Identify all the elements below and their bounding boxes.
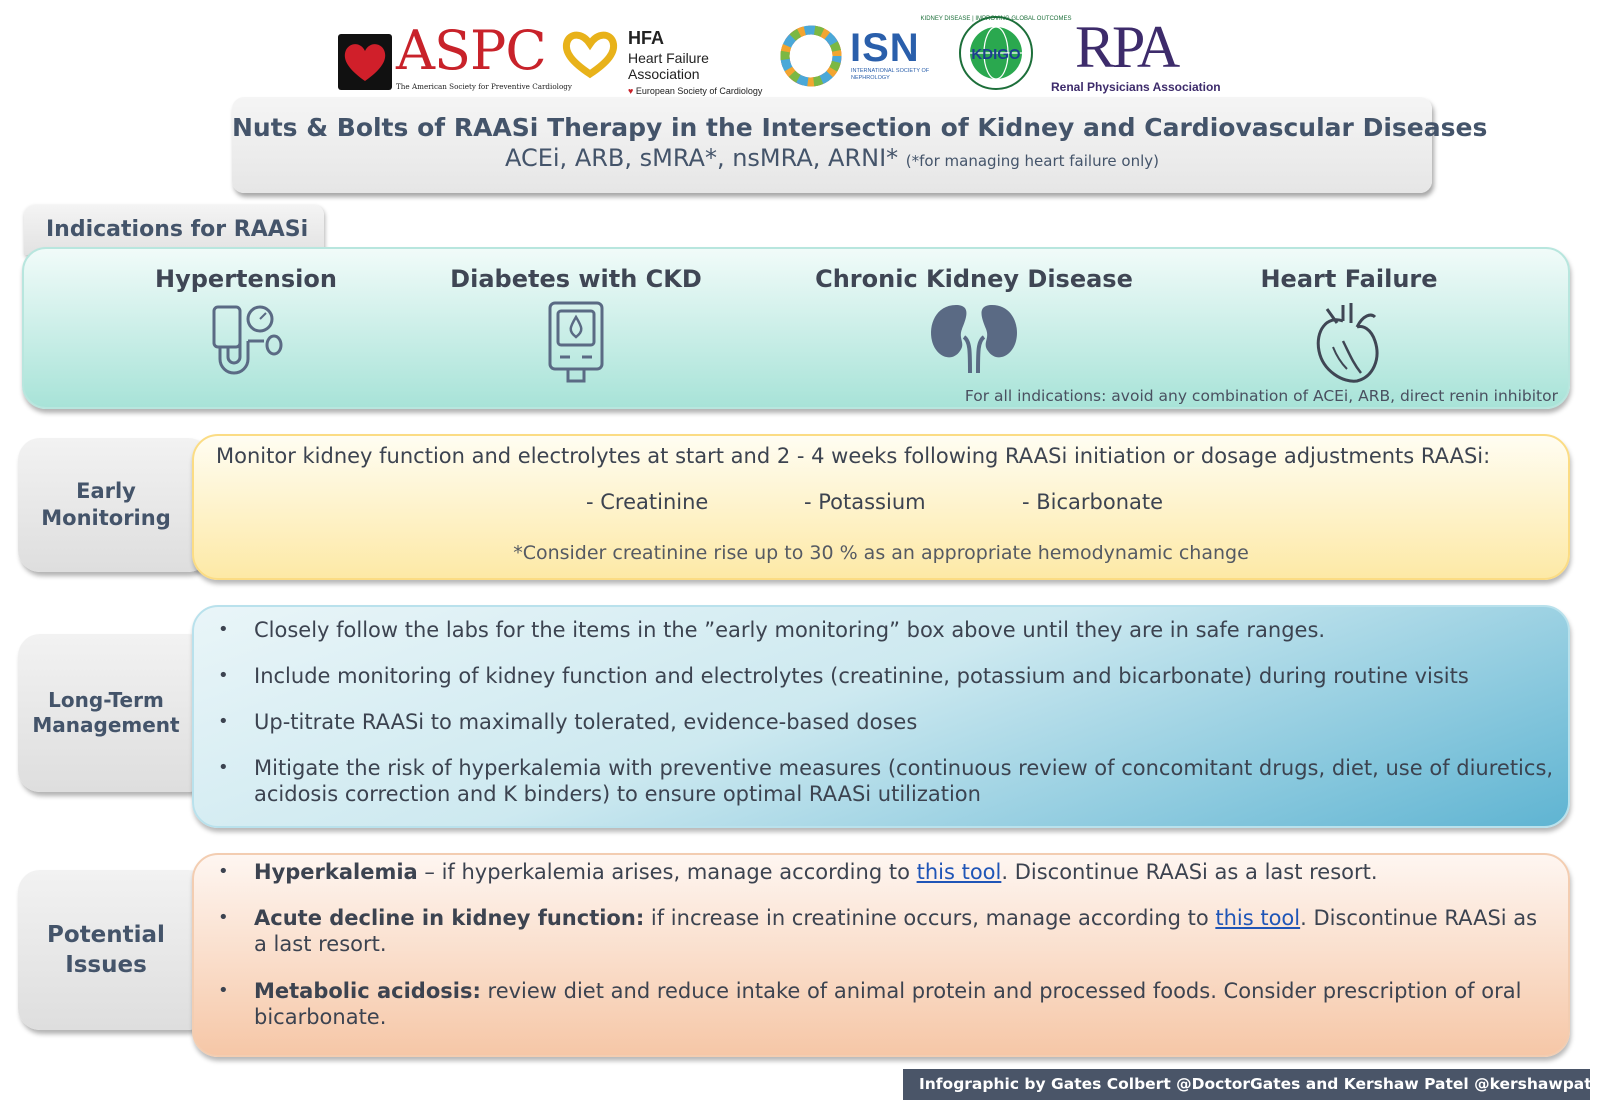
gold-heart-icon — [562, 30, 618, 82]
kidney-tool-link[interactable]: this tool — [1215, 906, 1301, 930]
issue-text: – if hyperkalemia arises, manage according to — [417, 860, 917, 884]
small-heart-icon: ♥ — [628, 86, 634, 96]
credits-footer: Infographic by Gates Colbert @DoctorGates and Kershaw Patel @kershawpatel — [903, 1069, 1590, 1100]
isn-logo: ISN — [850, 26, 920, 70]
logo-bar — [330, 10, 1230, 94]
hfa-line1: Heart Failure — [628, 50, 709, 66]
title-footnote: (*for managing heart failure only) — [905, 152, 1160, 170]
rpa-subtitle: Renal Physicians Association — [1051, 80, 1221, 94]
indication-label: Diabetes with CKD — [450, 265, 702, 293]
long-term-panel — [192, 605, 1570, 828]
issue-kidney-decline — [254, 905, 1554, 957]
issue-title: Metabolic acidosis: — [254, 979, 481, 1003]
kdigo-wordmark: KDIGO — [971, 46, 1021, 63]
label-line: Potential — [47, 922, 165, 948]
issue-title: Acute decline in kidney function: — [254, 906, 645, 930]
indications-panel — [22, 247, 1570, 409]
list-item: • Include monitoring of kidney function and electrolytes (creatinine, potassium and bicarbonate) during routine visits — [254, 663, 1554, 689]
list-item: • Closely follow the labs for the items in the ”early monitoring” box above until they are in safe ranges. — [254, 617, 1554, 643]
title-subtitle — [232, 144, 1432, 172]
glucose-meter-icon — [544, 301, 608, 385]
lab-creatinine: - Creatinine — [586, 490, 709, 514]
anatomical-heart-icon — [1313, 301, 1385, 385]
kidneys-icon — [928, 301, 1020, 373]
hfa-esc-text: European Society of Cardiology — [635, 86, 763, 96]
issue-title: Hyperkalemia — [254, 860, 418, 884]
blood-pressure-cuff-icon — [206, 301, 286, 381]
early-monitoring-panel — [192, 434, 1570, 580]
indications-tab: Indications for RAASi — [24, 205, 324, 255]
indication-label: Hypertension — [155, 265, 337, 293]
label-line: Monitoring — [41, 506, 171, 530]
indication-hypertension — [114, 265, 378, 381]
indication-heart-failure — [1214, 265, 1484, 385]
early-monitoring-intro: Monitor kidney function and electrolytes at start and 2 - 4 weeks following RAASi initiation or dosage adjustments RAASi: — [216, 444, 1491, 468]
label-line: Early — [76, 479, 136, 503]
drug-classes: ACEi, ARB, sMRA*, nsMRA, ARNI* — [504, 144, 899, 172]
early-monitoring-note: *Consider creatinine rise up to 30 % as an appropriate hemodynamic change — [513, 542, 1249, 564]
indications-note: For all indications: avoid any combination of ACEi, ARB, direct renin inhibitor — [964, 387, 1558, 405]
rpa-logo: RPA — [1075, 14, 1178, 80]
indication-label: Heart Failure — [1260, 265, 1438, 293]
kdigo-ring-text: KIDNEY DISEASE | IMPROVING GLOBAL OUTCOMES — [920, 16, 1072, 22]
potential-issues-label — [18, 870, 210, 1030]
early-monitoring-label — [18, 438, 210, 572]
hyperkalemia-tool-link[interactable]: this tool — [916, 860, 1002, 884]
isn-ring-icon — [776, 18, 846, 92]
kdigo-logo — [920, 12, 1072, 98]
issue-text: if increase in creatinine occurs, manage according to — [644, 906, 1216, 930]
indication-diabetes-ckd — [444, 265, 708, 385]
issue-metabolic-acidosis — [254, 978, 1554, 1030]
issue-text: review diet and reduce intake of animal protein and processed foods. Consider prescription of oral bicarbonate. — [254, 979, 1522, 1029]
list-item: • Mitigate the risk of hyperkalemia with preventive measures (continuous review of concomitant drugs, diet, use of diuretics, acidosis correction and K binders) to ensure optimal RAASi utilization — [254, 755, 1554, 807]
issue-hyperkalemia — [254, 859, 1554, 885]
label-line: Long-Term — [48, 688, 164, 712]
label-line: Management — [32, 713, 180, 737]
hfa-line2: Association — [628, 66, 700, 82]
potential-issues-panel — [192, 853, 1570, 1057]
issue-text: . Discontinue RAASi as a last resort. — [254, 906, 1538, 956]
hfa-logo: HFA — [628, 28, 664, 48]
hfa-esc-label — [628, 86, 762, 96]
long-term-label — [18, 634, 210, 792]
label-line: Issues — [65, 952, 147, 978]
page-title: Nuts & Bolts of RAASi Therapy in the Intersection of Kidney and Cardiovascular Diseases — [232, 113, 1488, 142]
aspc-subtitle: The American Society for Preventive Cardiology — [396, 82, 572, 91]
list-item: • Up-titrate RAASi to maximally tolerated, evidence-based doses — [254, 709, 1554, 735]
lab-potassium: - Potassium — [804, 490, 926, 514]
isn-subtitle: INTERNATIONAL SOCIETY OF NEPHROLOGY — [851, 68, 930, 81]
title-card — [232, 97, 1488, 193]
aspc-heart-icon — [338, 34, 392, 90]
lab-bicarbonate: - Bicarbonate — [1022, 490, 1164, 514]
indication-label: Chronic Kidney Disease — [815, 265, 1133, 293]
aspc-logo: ASPC — [396, 19, 546, 82]
indication-ckd — [814, 265, 1134, 373]
issue-text: . Discontinue RAASi as a last resort. — [1001, 860, 1378, 884]
